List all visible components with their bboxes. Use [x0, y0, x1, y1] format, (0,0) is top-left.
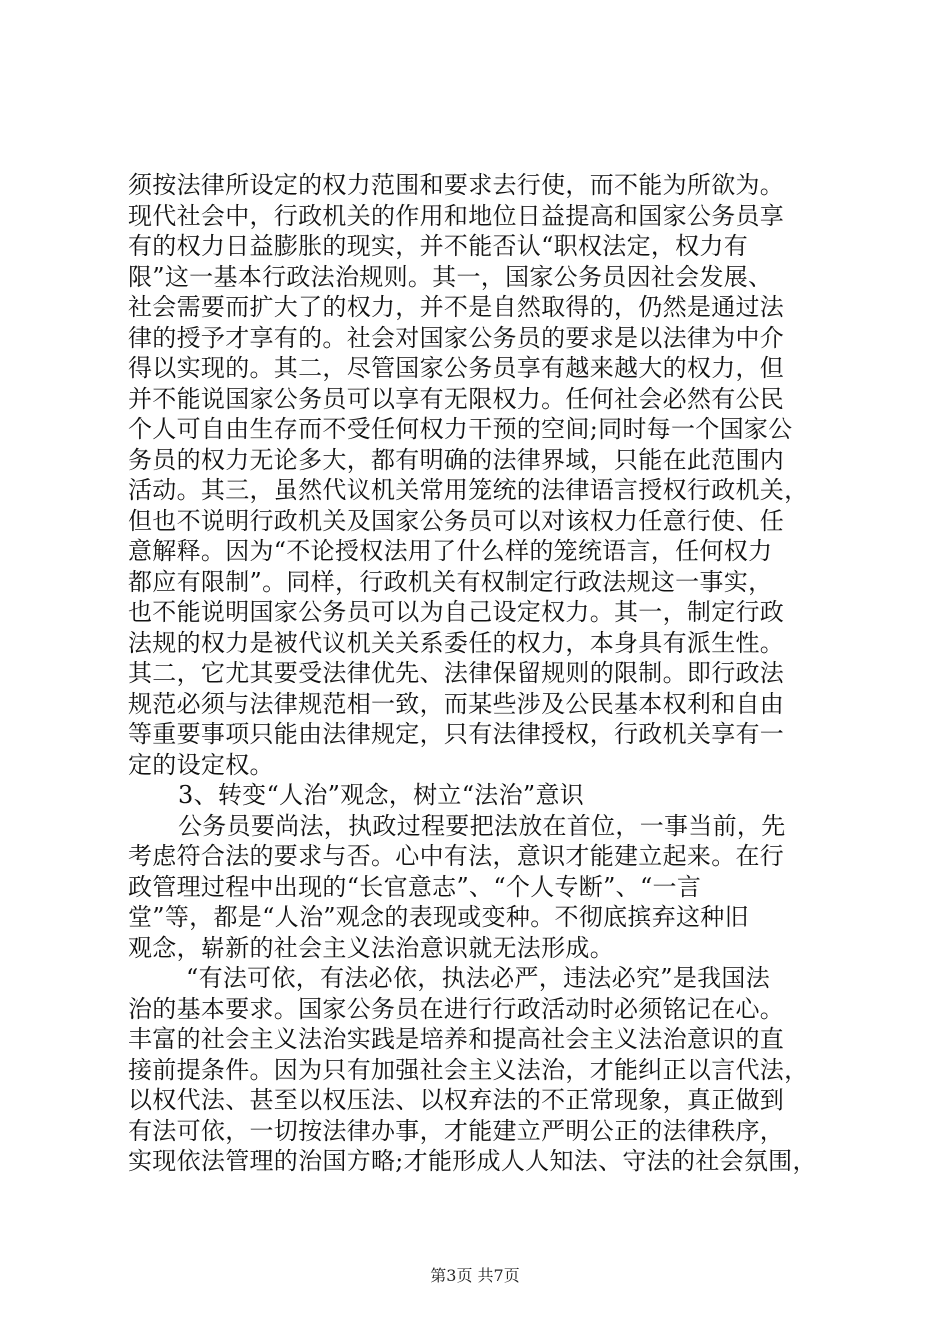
text-line: 个人可自由生存而不受任何权力干预的空间;同时每一个国家公	[128, 415, 793, 443]
page-footer	[0, 1263, 950, 1286]
text-line: 律的授予才享有的。社会对国家公务员的要求是以法律为中介	[128, 323, 785, 352]
text-line: 法规的权力是被代议机关关系委任的权力，本身具有派生性。	[128, 628, 785, 657]
text-line: 考虑符合法的要求与否。心中有法，意识才能建立起来。在行	[128, 842, 785, 870]
text-line: 现代社会中，行政机关的作用和地位日益提高和国家公务员享	[128, 201, 785, 230]
text-line: 规范必须与法律规范相一致，而某些涉及公民基本权利和自由	[128, 689, 785, 718]
text-line: 实现依法管理的治国方略;才能形成人人知法、守法的社会氛围，	[128, 1147, 817, 1175]
text-line: 政管理过程中出现的“长官意志”、“个人专断”、“一言	[128, 872, 702, 901]
text-line: 意解释。因为“不论授权法用了什么样的笼统语言，任何权力	[128, 537, 773, 565]
paragraph-first-line: 公务员要尚法，执政过程要把法放在首位，一事当前，先	[178, 811, 786, 840]
text-line: 并不能说国家公务员可以享有无限权力。任何社会必然有公民	[128, 384, 785, 413]
text-line: 活动。其三，虽然代议机关常用笼统的法律语言授权行政机关，	[128, 476, 809, 504]
body-text	[128, 170, 828, 1177]
text-line: 堂”等，都是“人治”观念的表现或变种。不彻底摈弃这种旧	[128, 903, 749, 931]
text-line: 都应有限制”。同样，行政机关有权制定行政法规这一事实，	[128, 567, 773, 596]
text-line: 社会需要而扩大了的权力，并不是自然取得的，仍然是通过法	[128, 293, 785, 321]
text-line: 定的设定权。	[128, 750, 274, 779]
text-line: 有法可依，一切按法律办事，才能建立严明公正的法律秩序，	[128, 1116, 785, 1145]
paragraph-first-line: “有法可依，有法必依，执法必严，违法必究”是我国法	[186, 964, 771, 992]
text-line: 须按法律所设定的权力范围和要求去行使，而不能为所欲为。	[128, 171, 785, 199]
text-line: 等重要事项只能由法律规定，只有法律授权，行政机关享有一	[128, 720, 785, 748]
text-line: 观念，崭新的社会主义法治意识就无法形成。	[128, 933, 614, 962]
text-line: 接前提条件。因为只有加强社会主义法治，才能纠正以言代法，	[128, 1055, 809, 1084]
text-line: 有的权力日益膨胀的现实，并不能否认“职权法定，权力有	[128, 232, 749, 260]
page-number: 第3页 共7页	[430, 1266, 520, 1285]
text-line: 丰富的社会主义法治实践是培养和提高社会主义法治意识的直	[128, 1025, 785, 1053]
text-line: 限”这一基本行政法治规则。其一，国家公务员因社会发展、	[128, 262, 773, 291]
section-heading: 3、转变“人治”观念，树立“法治”意识	[178, 781, 585, 809]
text-line: 治的基本要求。国家公务员在进行行政活动时必须铭记在心。	[128, 994, 785, 1023]
text-line: 得以实现的。其二，尽管国家公务员享有越来越大的权力，但	[128, 354, 785, 382]
text-line: 其二，它尤其要受法律优先、法律保留规则的限制。即行政法	[128, 659, 785, 687]
text-line: 也不能说明国家公务员可以为自己设定权力。其一，制定行政	[128, 598, 785, 626]
text-line: 但也不说明行政机关及国家公务员可以对该权力任意行使、任	[128, 506, 785, 535]
text-line: 务员的权力无论多大，都有明确的法律界域，只能在此范围内	[128, 445, 785, 474]
text-line: 以权代法、甚至以权压法、以权弃法的不正常现象，真正做到	[128, 1086, 785, 1114]
